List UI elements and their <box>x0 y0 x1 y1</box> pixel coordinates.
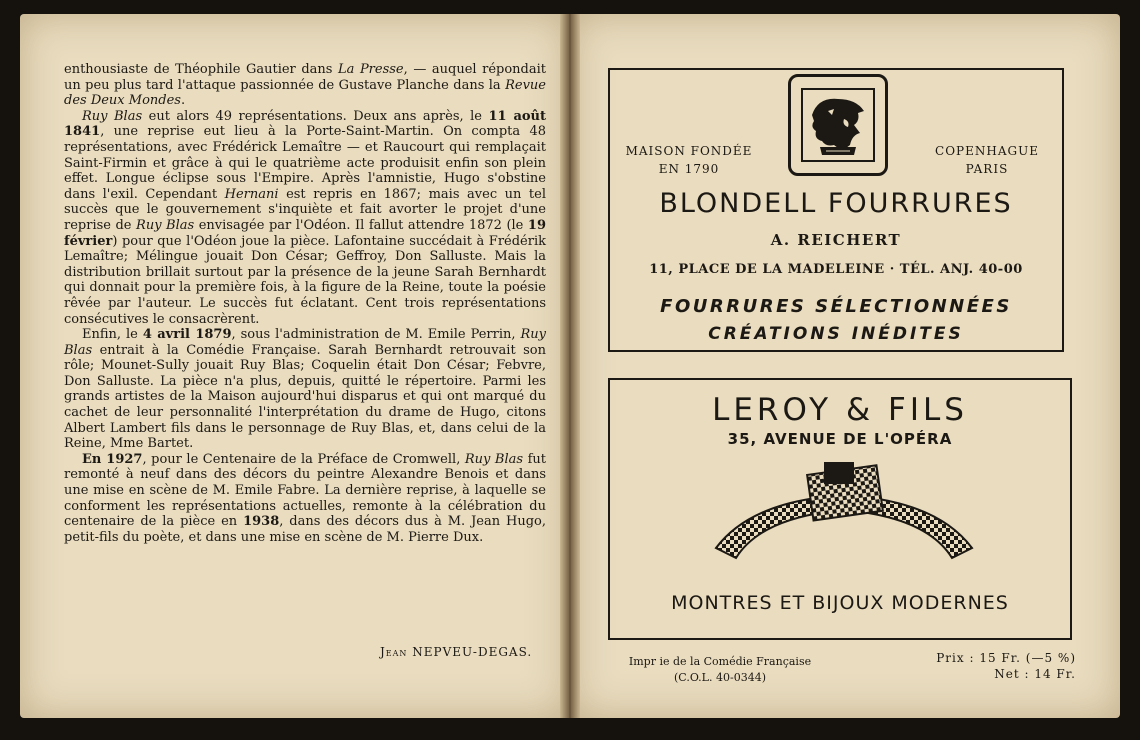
founded-line-2: EN 1790 <box>658 162 720 176</box>
jeweler-brand: LEROY & FILS <box>712 392 968 428</box>
price-line-1: Prix : 15 Fr. (—5 %) <box>936 651 1076 665</box>
article-text <box>64 62 546 545</box>
bracelet-icon <box>706 456 982 566</box>
text-run: , — auquel répondait un peu plus tard l'attaque passionnée de Gustave Planche dans la <box>64 62 546 93</box>
fur-owner: A. REICHERT <box>770 231 902 249</box>
printer-line-2: (C.O.L. 40-0344) <box>674 671 766 684</box>
book-gutter <box>560 14 580 718</box>
italic-run: Hernani <box>224 186 279 202</box>
text-run: eut alors 49 représentations. Deux ans après, le <box>142 108 489 124</box>
article-paragraph <box>64 327 546 452</box>
city-1: COPENHAGUE <box>935 144 1039 158</box>
fur-advertisement <box>608 68 1064 352</box>
printer-imprint <box>610 654 830 686</box>
italic-run: Ruy Blas <box>82 108 143 124</box>
jewelry-advertisement <box>608 378 1072 640</box>
jeweler-slogan: MONTRES ET BIJOUX MODERNES <box>671 592 1009 614</box>
fur-address: 11, PLACE DE LA MADELEINE · TÉL. ANJ. 40-00 <box>649 262 1023 277</box>
italic-run: Ruy Blas <box>136 217 195 233</box>
jeweler-address: 35, AVENUE DE L'OPÉRA <box>727 430 953 448</box>
article-paragraph <box>64 452 546 546</box>
italic-run: Revue des Deux Mondes <box>64 77 546 109</box>
article-paragraph <box>64 62 546 109</box>
text-run: envisagée par l'Odéon. Il fallut attendre 1872 (le <box>194 217 528 233</box>
city-2: PARIS <box>965 162 1009 176</box>
text-run: , sous l'administration de M. Emile Perrin, <box>231 327 521 343</box>
bold-run: 19 février <box>64 217 546 249</box>
fur-slogan-2: CRÉATIONS INÉDITES <box>708 324 964 344</box>
author-signature: Jean NEPVEU-DEGAS. <box>380 645 533 659</box>
fur-slogan-1: FOURRURES SÉLECTIONNÉES <box>660 296 1012 317</box>
text-run: ) pour que l'Odéon joue la pièce. Lafontaine succédait à Frédérik Lemaître; Mélingue jouait Don César; Geffroy, Don Salluste. Mais la distribution brillait surtout par la présence de la jeune Sarah Bernhardt qui donnait pour la première fois, à la figure de la Reine, toute la poésie rêvée par l'auteur. Le succès fut éclatant. Cent trois représentations consécutives le consacrèrent. <box>64 233 546 327</box>
founded-line-1: MAISON FONDÉE <box>625 144 753 158</box>
article-paragraph <box>64 109 546 327</box>
italic-run: Ruy Blas <box>464 451 524 467</box>
text-run: Enfin, le <box>82 327 143 343</box>
cities-note <box>922 142 1052 178</box>
text-run: . <box>180 93 186 109</box>
text-run: fut remonté à neuf dans des décors du peintre Alexandre Benois et dans une mise en scène de M. Emile Fabre. La dernière reprise, à laquelle se conforment les représentations actuelles, remonte à la célébration du centenaire de la pièce en <box>64 451 546 530</box>
price-note <box>896 650 1076 682</box>
printer-line-1: Impr ie de la Comédie Française <box>628 655 812 668</box>
bold-run: 11 août 1841 <box>64 108 546 140</box>
text-run: , pour le Centenaire de la Préface de Cromwell, <box>142 451 465 467</box>
text-run: est repris en 1867; mais avec un tel succès que le gouvernement s'inquiète et fait avorter le projet d'une reprise de <box>64 186 546 233</box>
text-run: , dans des décors dus à M. Jean Hugo, petit-fils du poète, et dans une mise en scène de M. Pierre Dux. <box>64 514 546 545</box>
bold-run: En 1927 <box>82 451 143 467</box>
text-run: entrait à la Comédie Française. Sarah Bernhardt retrouvait son rôle; Mounet-Sully jouait Ruy Blas; Coquelin était Don César; Febvre, Don Salluste. La pièce n'a plus, depuis, quitté le répertoire. Parmi les grands artistes de la Maison aujourd'hui disparus et qui ont marqué du cachet de leur personnalité l'interprétation du drame de Hugo, citons Albert Lambert fils dans le personnage de Ruy Blas, et, dans celui de la Reine, Mme Bartet. <box>64 342 546 452</box>
italic-run: La Presse <box>338 62 404 77</box>
text-run: , une reprise eut lieu à la Porte-Saint-Martin. On compta 48 représentations, avec Frédérick Lemaître — et Raucourt qui remplaçait Saint-Firmin et grâce à qui le quatrième acte produisit enfin son plein effet. Longue éclipse sous l'Empire. Après l'amnistie, Hugo s'obstine dans l'exil. Cependant <box>64 124 546 202</box>
text-run: enthousiaste de Théophile Gautier dans <box>64 62 338 77</box>
founded-note <box>624 142 754 178</box>
bold-run: 1938 <box>243 514 280 530</box>
price-line-2: Net : 14 Fr. <box>994 667 1076 681</box>
lion-head-crest-icon <box>788 74 888 176</box>
italic-run: Ruy Blas <box>64 327 547 358</box>
bold-run: 4 avril 1879 <box>142 327 232 343</box>
fur-house-name: BLONDELL FOURRURES <box>659 188 1013 219</box>
